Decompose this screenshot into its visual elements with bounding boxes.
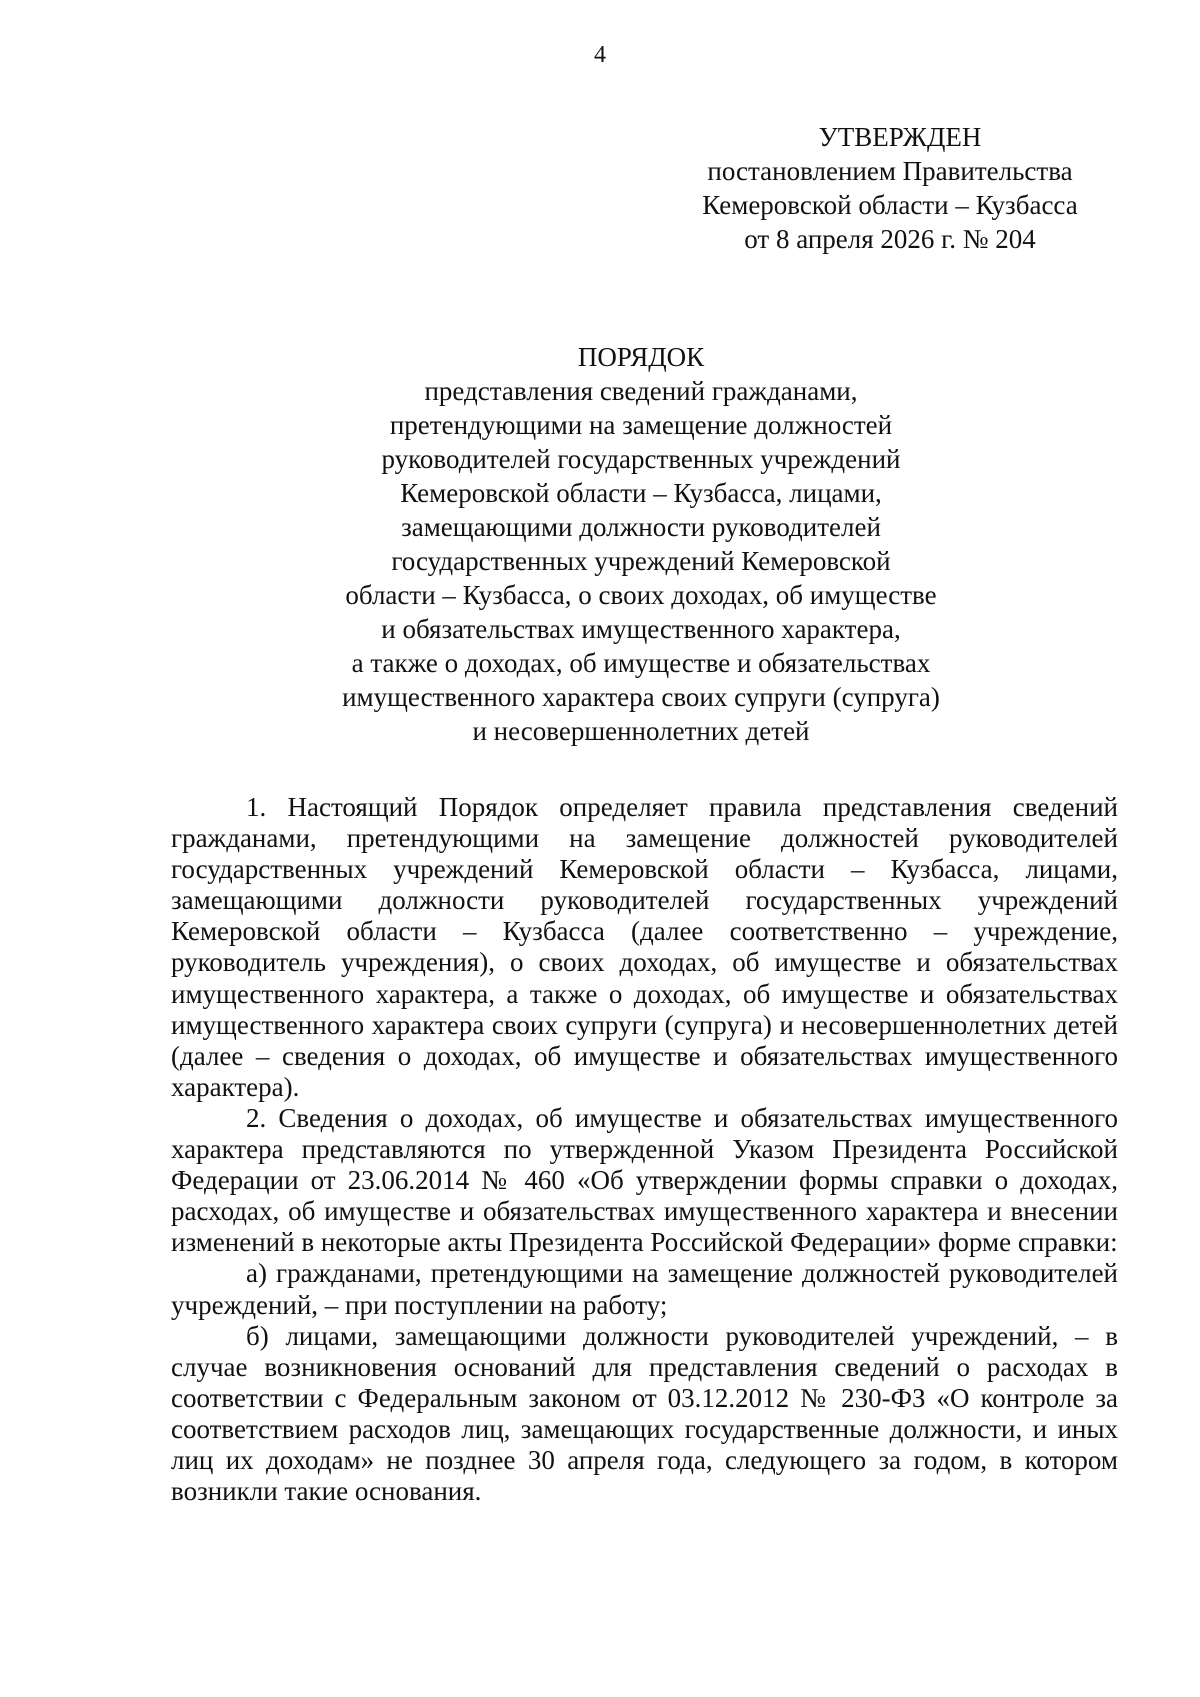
- title-heading: ПОРЯДОК: [577, 342, 705, 372]
- paragraph-2b: б) лицами, замещающими должности руководителей учреждений, – в случае возникновения оснований для представления сведений о расходах в соответствии с Федеральным законом от 03.12.2012 № 230-ФЗ «О контроле за соответствием расходов лиц, замещающих государственные должности, и иных лиц их доходам» не позднее 30 апреля года, следующего за годом, в котором возникли такие основания.: [171, 1320, 1118, 1507]
- approval-line: постановлением Правительства: [707, 156, 1073, 186]
- approval-date: от 8 апреля 2026 г. № 204: [744, 224, 1036, 254]
- title-line: и обязательствах имущественного характера,: [381, 614, 901, 644]
- title-line: имущественного характера своих супруги (супруга): [342, 682, 940, 712]
- paragraph-1: 1. Настоящий Порядок определяет правила представления сведений гражданами, претендующими на замещение должностей руководителей государственных учреждений Кемеровской области – Кузбасса, лицами, замещающими должности руководителей государственных учреждений Кемеровской области – Кузбасса (далее соответственно – учреждение, руководитель учреждения), о своих доходах, об имуществе и обязательствах имущественного характера, а также о доходах, об имуществе и обязательствах имущественного характера своих супруги (супруга) и несовершеннолетних детей (далее – сведения о доходах, об имуществе и обязательствах имущественного характера).: [171, 792, 1118, 1102]
- title-line: претендующими на замещение должностей: [389, 410, 893, 440]
- title-line: представления сведений гражданами,: [424, 376, 858, 406]
- title-line: замещающими должности руководителей: [401, 512, 881, 542]
- title-line: руководителей государственных учреждений: [381, 444, 901, 474]
- approval-heading: УТВЕРЖДЕН: [818, 122, 982, 152]
- title-line: Кемеровской области – Кузбасса, лицами,: [400, 478, 882, 508]
- title-line: области – Кузбасса, о своих доходах, об имуществе: [345, 580, 937, 610]
- title-line: а также о доходах, об имуществе и обязательствах: [351, 648, 931, 678]
- page-number: 4: [594, 42, 606, 68]
- document-body: [171, 792, 1118, 1507]
- paragraph-2: 2. Сведения о доходах, об имуществе и обязательствах имущественного характера представляются по утвержденной Указом Президента Российской Федерации от 23.06.2014 № 460 «Об утверждении формы справки о доходах, расходах, об имуществе и обязательствах имущественного характера и внесении изменений в некоторые акты Президента Российской Федерации» форме справки:: [171, 1102, 1118, 1258]
- title-line: и несовершеннолетних детей: [472, 716, 810, 746]
- document-title: [0, 340, 1200, 748]
- approval-line: Кемеровской области – Кузбасса: [702, 190, 1078, 220]
- paragraph-2a: а) гражданами, претендующими на замещение должностей руководителей учреждений, – при поступлении на работу;: [171, 1258, 1118, 1320]
- title-line: государственных учреждений Кемеровской: [391, 546, 891, 576]
- approval-stamp: [690, 120, 1090, 256]
